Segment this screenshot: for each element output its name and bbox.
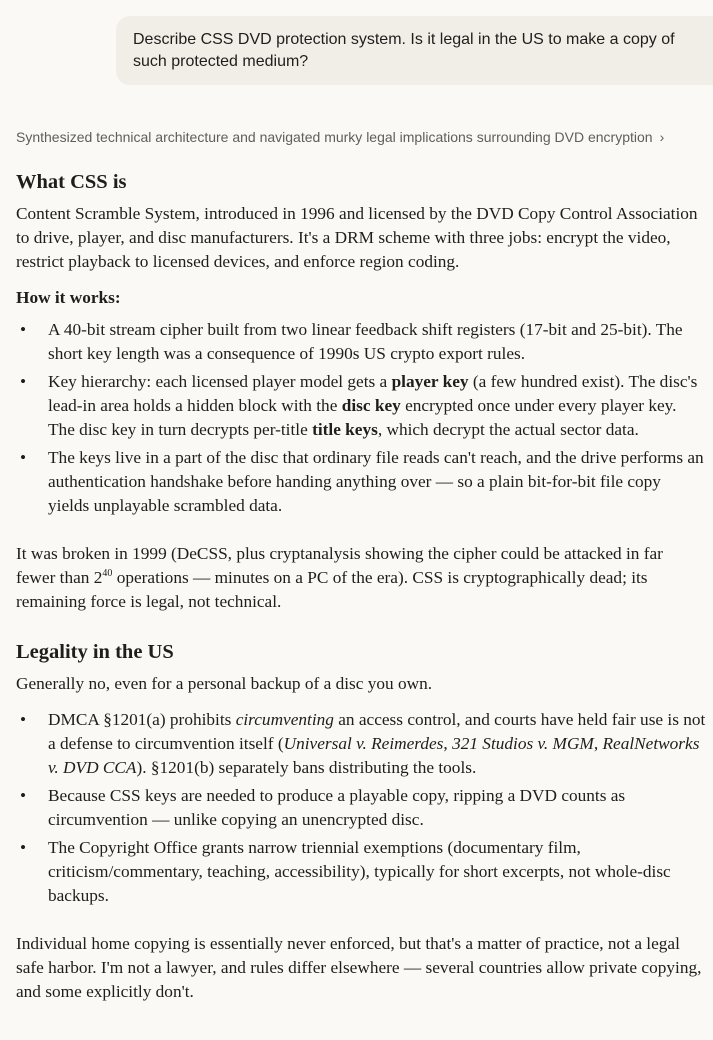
bold-term-title-keys: title keys (312, 420, 378, 439)
list-item: • Key hierarchy: each licensed player model gets a player key (a few hundred exist). The disc's lead-in area holds a hidden block with the disc key encrypted once under every player key. The disc key in turn decrypts per-title title keys, which decrypt the actual sector data. (16, 370, 706, 442)
legality-list (16, 708, 706, 908)
chevron-right-icon: › (659, 129, 665, 145)
thinking-summary-text: Synthesized technical architecture and navigated murky legal implications surrounding DVD encryption (16, 129, 653, 145)
section-intro-paragraph: Content Scramble System, introduced in 1996 and licensed by the DVD Copy Control Association to drive, player, and disc manufacturers. It's a DRM scheme with three jobs: encrypt the video, restrict playback to licensed devices, and enforce region coding. (16, 204, 698, 271)
broken-paragraph: It was broken in 1999 (DeCSS, plus cryptanalysis showing the cipher could be attacked in far fewer than $2^{40}$ operations — minutes on a PC of the era). CSS is cryptographically dead; its remaining force is legal, not technical. (16, 544, 663, 611)
thinking-summary-toggle[interactable] (16, 127, 713, 147)
section-heading-what-css-is: What CSS is (16, 171, 127, 193)
section-heading-legality: Legality in the US (16, 641, 174, 663)
list-item: • The keys live in a part of the disc that ordinary file reads can't reach, and the drive performs an authentication handshake before handing anything over — so a plain bit-for-bit file copy yields unplayable scrambled data. (16, 446, 706, 518)
exponent: 40 (102, 568, 113, 580)
bold-term-player-key: player key (391, 372, 469, 391)
legality-intro-paragraph: Generally no, even for a personal backup of a disc you own. (16, 674, 433, 693)
user-message-text: Describe CSS DVD protection system. Is it legal in the US to make a copy of such protected medium? (133, 31, 675, 70)
how-it-works-list (16, 318, 706, 518)
user-message-bubble (116, 16, 713, 85)
list-item: • The Copyright Office grants narrow triennial exemptions (documentary film, criticism/commentary, teaching, accessibility), typically for short excerpts, not whole-disc backups. (16, 836, 706, 908)
list-item: • DMCA §1201(a) prohibits circumventing an access control, and courts have held fair use is not a defense to circumvention itself (Universal v. Reimerdes, 321 Studios v. MGM, RealNetworks v. DVD CCA). §1201(b) separately bans distributing the tools. (16, 708, 706, 780)
closing-paragraph: Individual home copying is essentially never enforced, but that's a matter of practice, not a legal safe harbor. I'm not a lawyer, and rules differ elsewhere — several countries allow private copying, and some explicitly don't. (16, 934, 702, 1001)
bold-term-disc-key: disc key (341, 396, 401, 415)
list-item: • Because CSS keys are needed to produce a playable copy, ripping a DVD counts as circumvention — unlike copying an unencrypted disc. (16, 784, 706, 832)
how-it-works-heading: How it works: (16, 288, 121, 307)
list-item: • A 40-bit stream cipher built from two linear feedback shift registers (17-bit and 25-bit). The short key length was a consequence of 1990s US crypto export rules. (16, 318, 706, 366)
assistant-response (16, 168, 706, 1004)
